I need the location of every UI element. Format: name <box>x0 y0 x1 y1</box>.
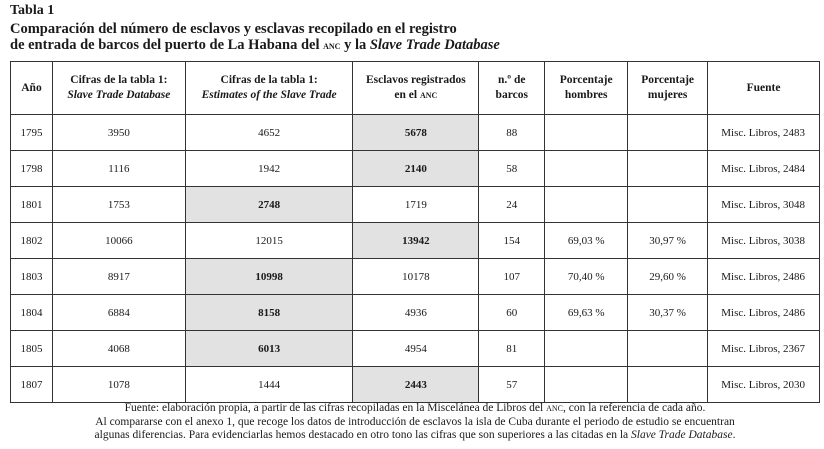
cell-estimates: 12015 <box>185 223 353 259</box>
cell-year: 1802 <box>11 223 53 259</box>
cell-source: Misc. Libros, 2486 <box>708 259 820 295</box>
footnote-line-3-end: . <box>732 429 736 442</box>
cell-stdb: 10066 <box>52 223 185 259</box>
cell-stdb: 3950 <box>52 115 185 151</box>
cell-anc-highlighted: 2140 <box>353 151 479 187</box>
header-source: Fuente <box>708 62 820 115</box>
cell-stdb: 4068 <box>52 331 185 367</box>
cell-source: Misc. Libros, 2484 <box>708 151 820 187</box>
cell-year: 1805 <box>11 331 53 367</box>
header-boats-line1: n.º de <box>498 74 526 86</box>
cell-year: 1795 <box>11 115 53 151</box>
cell-women <box>628 115 708 151</box>
cell-source: Misc. Libros, 2483 <box>708 115 820 151</box>
cell-boats: 88 <box>479 115 545 151</box>
header-women-line1: Porcentaje <box>641 74 695 86</box>
table-row <box>11 223 820 259</box>
header-estimates <box>185 62 353 115</box>
comparison-table <box>10 61 820 403</box>
cell-source: Misc. Libros, 2367 <box>708 331 820 367</box>
header-anc <box>353 62 479 115</box>
header-boats-line2: barcos <box>495 89 528 101</box>
cell-estimates: 4652 <box>185 115 353 151</box>
cell-stdb: 1078 <box>52 367 185 403</box>
cell-estimates: 1942 <box>185 151 353 187</box>
header-stdb-line1: Cifras de la tabla 1: <box>70 74 168 86</box>
footnote-line-1-text: Fuente: elaboración propia, a partir de las cifras recopiladas en la Miscelánea de Libros del <box>124 402 547 414</box>
cell-women <box>628 187 708 223</box>
header-men <box>545 62 628 115</box>
cell-anc-highlighted: 2443 <box>353 367 479 403</box>
cell-stdb: 1116 <box>52 151 185 187</box>
cell-year: 1807 <box>11 367 53 403</box>
cell-men: 69,63 % <box>545 295 628 331</box>
table-row <box>11 187 820 223</box>
footnote-line-3-text: algunas diferencias. Para evidenciarlas hemos destacado en otro tono las cifras que son superiores a las citadas en la <box>94 429 631 442</box>
table-row <box>11 259 820 295</box>
footnote-line-3 <box>10 429 820 443</box>
cell-boats: 154 <box>479 223 545 259</box>
cell-stdb: 1753 <box>52 187 185 223</box>
table-row <box>11 331 820 367</box>
cell-women: 30,97 % <box>628 223 708 259</box>
cell-anc-highlighted: 13942 <box>353 223 479 259</box>
cell-source: Misc. Libros, 2486 <box>708 295 820 331</box>
cell-anc: 4954 <box>353 331 479 367</box>
header-estimates-line2: Estimates of the Slave Trade <box>201 89 337 101</box>
header-women-line2: mujeres <box>647 89 688 101</box>
cell-estimates-highlighted: 6013 <box>185 331 353 367</box>
header-stdb-line2: Slave Trade Database <box>67 89 171 101</box>
table-title <box>10 21 500 53</box>
cell-men <box>545 151 628 187</box>
cell-year: 1803 <box>11 259 53 295</box>
header-men-line2: hombres <box>564 89 608 101</box>
footnote-line-2: Al compararse con el anexo 1, que recoge los datos de introducción de esclavos la isla de Cuba durante el periodo de estudio se encuentran <box>95 415 735 428</box>
footnote-anc-abbr: anc <box>546 402 563 414</box>
cell-women: 29,60 % <box>628 259 708 295</box>
footnote-database-name: Slave Trade Database <box>631 429 733 442</box>
cell-anc: 1719 <box>353 187 479 223</box>
cell-women <box>628 331 708 367</box>
cell-source: Misc. Libros, 3038 <box>708 223 820 259</box>
cell-estimates-highlighted: 2748 <box>185 187 353 223</box>
cell-boats: 58 <box>479 151 545 187</box>
title-line-2-join: y la <box>340 37 370 53</box>
cell-men: 70,40 % <box>545 259 628 295</box>
table-row <box>11 115 820 151</box>
cell-boats: 107 <box>479 259 545 295</box>
header-anc-abbr: anc <box>419 89 438 101</box>
table-label: Tabla 1 <box>10 3 55 18</box>
cell-boats: 57 <box>479 367 545 403</box>
cell-stdb: 8917 <box>52 259 185 295</box>
header-anc-line1: Esclavos registrados <box>365 74 466 86</box>
cell-stdb: 6884 <box>52 295 185 331</box>
cell-boats: 24 <box>479 187 545 223</box>
cell-men <box>545 187 628 223</box>
cell-anc-highlighted: 5678 <box>353 115 479 151</box>
cell-year: 1804 <box>11 295 53 331</box>
cell-anc: 4936 <box>353 295 479 331</box>
header-women <box>628 62 708 115</box>
table-row <box>11 367 820 403</box>
cell-women: 30,37 % <box>628 295 708 331</box>
footnote-line-1 <box>10 402 820 416</box>
cell-source: Misc. Libros, 3048 <box>708 187 820 223</box>
cell-men <box>545 367 628 403</box>
header-stdb <box>52 62 185 115</box>
title-database-name: Slave Trade Database <box>369 37 500 53</box>
header-estimates-line1: Cifras de la tabla 1: <box>220 74 318 86</box>
cell-men <box>545 115 628 151</box>
title-line-1: Comparación del número de esclavos y esclavas recopilado en el registro <box>10 21 457 37</box>
table-row <box>11 151 820 187</box>
cell-year: 1798 <box>11 151 53 187</box>
cell-men: 69,03 % <box>545 223 628 259</box>
cell-men <box>545 331 628 367</box>
cell-year: 1801 <box>11 187 53 223</box>
cell-boats: 81 <box>479 331 545 367</box>
table-footnote <box>10 402 820 443</box>
cell-women <box>628 367 708 403</box>
cell-anc: 10178 <box>353 259 479 295</box>
cell-estimates: 1444 <box>185 367 353 403</box>
header-anc-line2: en el <box>394 89 420 101</box>
cell-estimates-highlighted: 10998 <box>185 259 353 295</box>
header-men-line1: Porcentaje <box>559 74 613 86</box>
title-line-2-text: de entrada de barcos del puerto de La Habana del <box>10 37 324 53</box>
title-line-2 <box>10 37 500 53</box>
title-anc-abbr: anc <box>323 38 341 52</box>
cell-women <box>628 151 708 187</box>
header-year: Año <box>11 62 53 115</box>
cell-boats: 60 <box>479 295 545 331</box>
header-boats <box>479 62 545 115</box>
cell-estimates-highlighted: 8158 <box>185 295 353 331</box>
cell-source: Misc. Libros, 2030 <box>708 367 820 403</box>
table-row <box>11 295 820 331</box>
table-header-row <box>11 62 820 115</box>
footnote-line-1-end: , con la referencia de cada año. <box>563 402 706 414</box>
